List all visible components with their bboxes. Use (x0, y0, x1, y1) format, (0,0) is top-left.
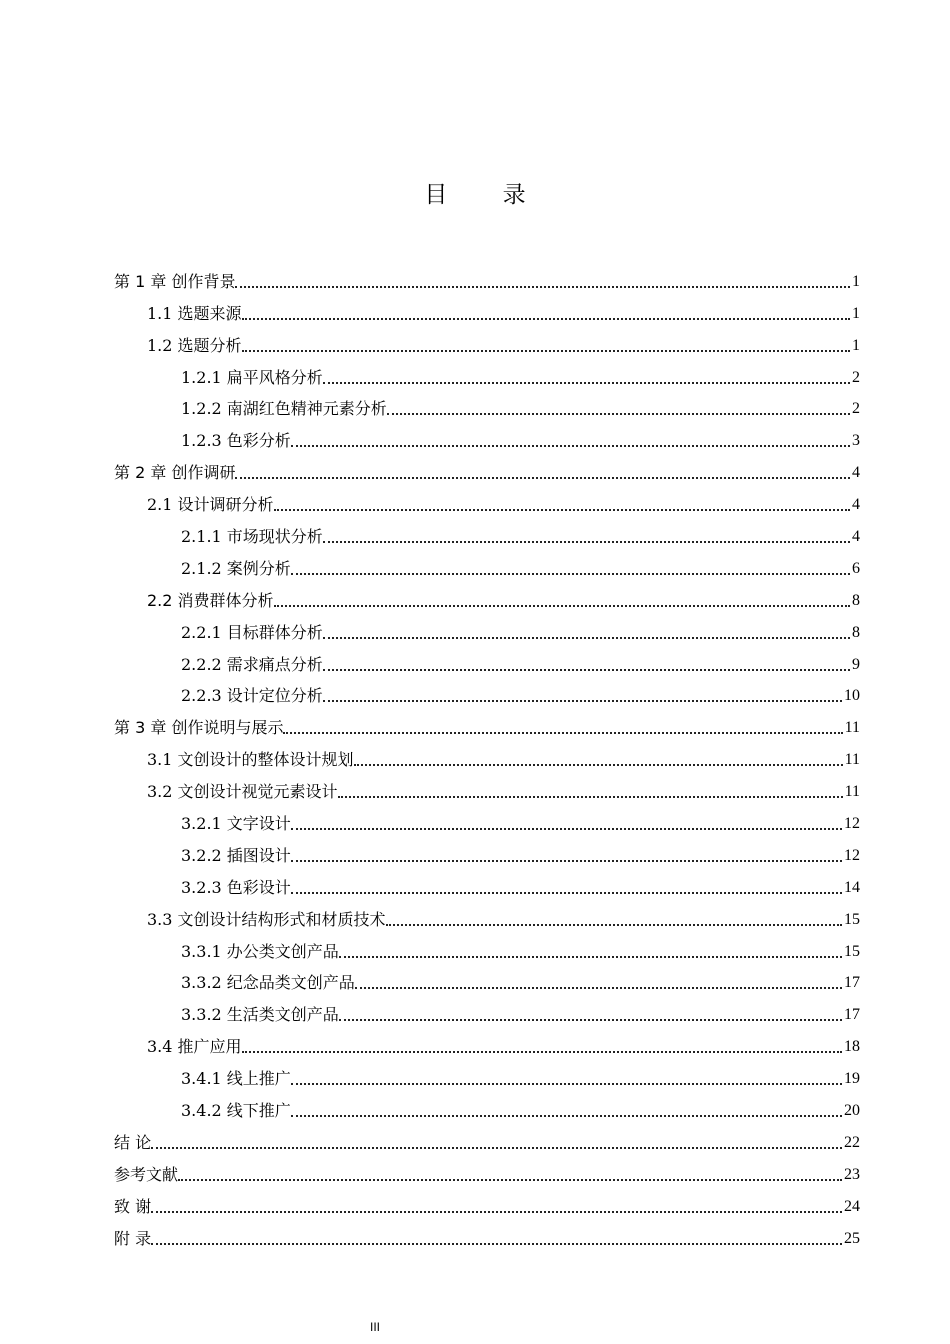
toc-entry-label: 1.2 选题分析 (147, 335, 242, 355)
toc-entry-label: 3.2.2 插图设计 (181, 845, 291, 865)
toc-entry[interactable] (114, 902, 860, 934)
toc-entry-page: 25 (844, 1229, 860, 1247)
toc-entry[interactable] (114, 997, 860, 1029)
toc-entry[interactable] (114, 423, 860, 455)
toc-entry-page: 20 (844, 1102, 860, 1120)
toc-entry[interactable] (114, 934, 860, 966)
toc-entry-label: 2.1.1 市场现状分析 (181, 527, 323, 547)
toc-entry-label: 3.4 推广应用 (147, 1037, 242, 1057)
dot-leader (291, 814, 844, 834)
toc-entry-label: 3.2.1 文字设计 (181, 814, 291, 834)
table-of-contents (114, 264, 860, 1253)
toc-entry-page: 18 (844, 1038, 860, 1056)
toc-entry[interactable] (114, 1189, 860, 1221)
toc-entry-label: 3.4.2 线下推广 (181, 1101, 291, 1121)
toc-entry-page: 8 (852, 623, 860, 641)
toc-entry[interactable] (114, 1061, 860, 1093)
toc-entry-page: 11 (844, 751, 860, 769)
toc-entry[interactable] (114, 870, 860, 902)
dot-leader (291, 559, 852, 579)
toc-entry-page: 24 (844, 1197, 860, 1215)
toc-entry-label: 2.2.1 目标群体分析 (181, 622, 323, 642)
dot-leader (242, 1037, 844, 1057)
toc-entry[interactable] (114, 1157, 860, 1189)
toc-entry-label: 2.2 消费群体分析 (147, 590, 274, 610)
toc-entry[interactable] (114, 806, 860, 838)
toc-entry-page: 17 (844, 974, 860, 992)
toc-entry-page: 10 (844, 687, 860, 705)
toc-entry[interactable] (114, 583, 860, 615)
dot-leader (354, 750, 845, 770)
toc-entry[interactable] (114, 647, 860, 679)
toc-entry[interactable] (114, 679, 860, 711)
toc-entry-page: 4 (852, 464, 860, 482)
dot-leader (291, 846, 844, 866)
toc-entry-page: 9 (852, 655, 860, 673)
toc-entry[interactable] (114, 296, 860, 328)
toc-entry[interactable] (114, 1221, 860, 1253)
toc-entry-label: 3.2 文创设计视觉元素设计 (147, 782, 338, 802)
dot-leader (151, 1133, 844, 1153)
toc-entry-label: 参考文献 (114, 1164, 179, 1184)
dot-leader (235, 272, 852, 292)
toc-entry-page: 11 (844, 719, 860, 737)
toc-entry-page: 11 (844, 783, 860, 801)
toc-entry[interactable] (114, 519, 860, 551)
toc-entry[interactable] (114, 966, 860, 998)
page-title: 目 录 (424, 182, 550, 208)
toc-entry-label: 第 3 章 创作说明与展示 (114, 718, 284, 738)
dot-leader (291, 1069, 844, 1089)
toc-entry-label: 结 论 (114, 1132, 152, 1152)
toc-entry-page: 15 (844, 910, 860, 928)
toc-entry-label: 致 谢 (114, 1196, 152, 1216)
dot-leader (323, 368, 852, 388)
toc-entry-page: 12 (844, 815, 860, 833)
toc-entry[interactable] (114, 1125, 860, 1157)
dot-leader (283, 718, 844, 738)
toc-entry-page: 17 (844, 1006, 860, 1024)
toc-entry-page: 1 (852, 336, 860, 354)
toc-entry-label: 3.3.2 生活类文创产品 (181, 1005, 339, 1025)
toc-entry-label: 3.3.2 纪念品类文创产品 (181, 973, 355, 993)
toc-entry[interactable] (114, 742, 860, 774)
toc-entry-label: 3.4.1 线上推广 (181, 1069, 291, 1089)
toc-entry-label: 附 录 (114, 1228, 152, 1248)
dot-leader (274, 591, 852, 611)
toc-entry-page: 3 (852, 432, 860, 450)
dot-leader (323, 623, 852, 643)
toc-entry[interactable] (114, 328, 860, 360)
dot-leader (339, 942, 844, 962)
toc-entry[interactable] (114, 1093, 860, 1125)
toc-entry[interactable] (114, 455, 860, 487)
dot-leader (151, 1197, 844, 1217)
toc-entry-label: 3.1 文创设计的整体设计规划 (147, 750, 354, 770)
dot-leader (291, 878, 844, 898)
toc-entry-label: 3.3 文创设计结构形式和材质技术 (147, 909, 386, 929)
dot-leader (291, 1101, 844, 1121)
dot-leader (151, 1229, 844, 1249)
toc-entry-page: 2 (852, 368, 860, 386)
toc-entry-page: 6 (852, 559, 860, 577)
toc-entry-page: 1 (852, 304, 860, 322)
toc-entry-label: 2.1.2 案例分析 (181, 558, 291, 578)
toc-entry-label: 1.1 选题来源 (147, 303, 242, 323)
dot-leader (274, 495, 852, 515)
page-number-footer: III (370, 1320, 381, 1334)
toc-entry-label: 1.2.3 色彩分析 (181, 431, 291, 451)
dot-leader (323, 686, 844, 706)
dot-leader (355, 973, 844, 993)
toc-entry-page: 15 (844, 942, 860, 960)
toc-entry-label: 第 2 章 创作调研 (114, 463, 236, 483)
toc-entry-page: 14 (844, 878, 860, 896)
toc-entry-label: 1.2.1 扁平风格分析 (181, 367, 323, 387)
toc-entry[interactable] (114, 487, 860, 519)
toc-entry[interactable] (114, 360, 860, 392)
toc-entry-page: 2 (852, 400, 860, 418)
toc-entry[interactable] (114, 551, 860, 583)
toc-entry-page: 8 (852, 591, 860, 609)
toc-entry[interactable] (114, 615, 860, 647)
dot-leader (323, 527, 852, 547)
toc-entry-page: 4 (852, 496, 860, 514)
toc-entry-page: 23 (844, 1165, 860, 1183)
toc-entry-label: 2.1 设计调研分析 (147, 495, 274, 515)
toc-entry[interactable] (114, 838, 860, 870)
toc-entry[interactable] (114, 264, 860, 296)
toc-entry-page: 1 (852, 272, 860, 290)
toc-entry[interactable] (114, 774, 860, 806)
toc-entry-page: 12 (844, 846, 860, 864)
toc-entry[interactable] (114, 710, 860, 742)
dot-leader (178, 1165, 844, 1185)
toc-entry-page: 19 (844, 1070, 860, 1088)
dot-leader (386, 910, 844, 930)
dot-leader (323, 655, 852, 675)
dot-leader (387, 399, 852, 419)
dot-leader (339, 1005, 844, 1025)
toc-entry-label: 1.2.2 南湖红色精神元素分析 (181, 399, 387, 419)
toc-entry-label: 2.2.3 设计定位分析 (181, 686, 323, 706)
dot-leader (338, 782, 845, 802)
dot-leader (235, 463, 852, 483)
dot-leader (291, 431, 852, 451)
toc-entry-page: 4 (852, 528, 860, 546)
toc-entry-page: 22 (844, 1133, 860, 1151)
toc-entry-label: 2.2.2 需求痛点分析 (181, 654, 323, 674)
dot-leader (242, 304, 852, 324)
toc-entry[interactable] (114, 1029, 860, 1061)
toc-entry-label: 第 1 章 创作背景 (114, 271, 236, 291)
toc-entry-label: 3.3.1 办公类文创产品 (181, 941, 339, 961)
dot-leader (242, 336, 852, 356)
toc-entry[interactable] (114, 392, 860, 424)
toc-entry-label: 3.2.3 色彩设计 (181, 877, 291, 897)
